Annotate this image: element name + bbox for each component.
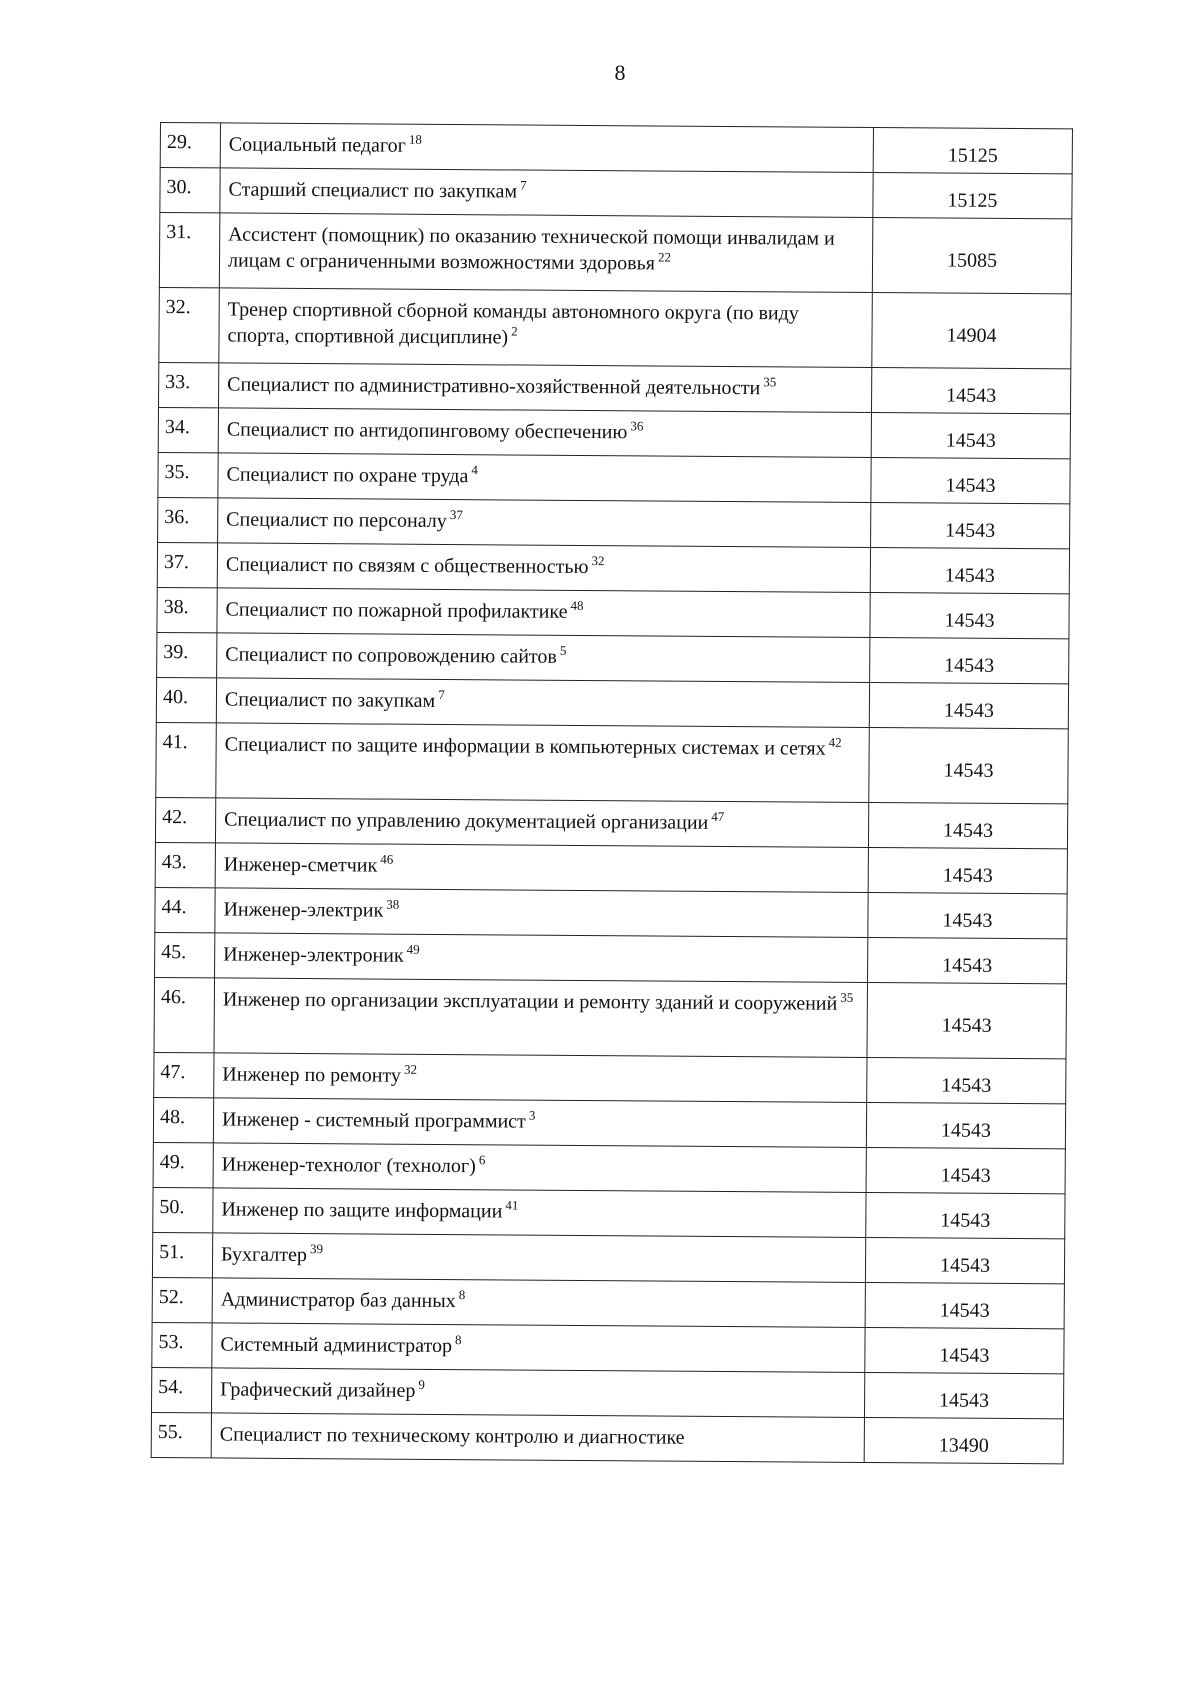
- table-row: [160, 168, 1072, 219]
- position-value: 14543: [865, 1282, 1064, 1328]
- row-number: 52.: [152, 1277, 212, 1322]
- row-number: 42.: [155, 797, 215, 842]
- footnote-ref: 37: [449, 507, 463, 523]
- footnote-ref: 32: [591, 553, 605, 569]
- footnote-ref: 7: [520, 177, 527, 193]
- position-value: 14543: [867, 1057, 1066, 1103]
- positions-table: [151, 122, 1073, 1464]
- footnote-ref: 48: [570, 598, 584, 614]
- row-number: 43.: [155, 842, 215, 887]
- position-title: Специалист по антидопинговому обеспечению $^{36}$: [218, 408, 871, 458]
- position-value: 14543: [871, 412, 1070, 458]
- position-value: 14543: [868, 847, 1067, 893]
- footnote-ref: 35: [840, 990, 854, 1006]
- position-title: Инженер-электрик $^{38}$: [215, 888, 868, 938]
- position-value: 14543: [868, 937, 1067, 983]
- table-row: [155, 887, 1067, 938]
- page-number: 8: [614, 60, 626, 85]
- position-title: Специалист по связям с общественностью $^{32}$: [217, 543, 870, 593]
- position-title: Бухгалтер $^{39}$: [212, 1233, 865, 1283]
- position-value: 14543: [871, 457, 1070, 503]
- footnote-ref: 5: [559, 643, 567, 659]
- footnote-ref: 8: [455, 1332, 462, 1348]
- table-row: [160, 123, 1072, 174]
- footnote-ref: 35: [763, 374, 777, 390]
- position-value: 14543: [868, 892, 1067, 938]
- table-row: [153, 1097, 1065, 1148]
- footnote-ref: 2: [511, 323, 518, 339]
- footnote-ref: 18: [408, 132, 422, 148]
- footnote-ref: 8: [458, 1287, 466, 1303]
- row-number: 45.: [155, 932, 215, 977]
- footnote-ref: 47: [711, 809, 725, 825]
- position-value: 14543: [870, 547, 1069, 593]
- row-number: 36.: [158, 497, 218, 542]
- footnote-ref: 9: [418, 1377, 425, 1393]
- position-value: 14543: [866, 1102, 1065, 1148]
- position-value: 14543: [866, 1147, 1065, 1193]
- row-number: 54.: [151, 1367, 211, 1412]
- row-number: 39.: [157, 632, 217, 677]
- position-title: Старший специалист по закупкам $^7$: [220, 168, 873, 218]
- table-row: [152, 1322, 1064, 1373]
- row-number: 31.: [159, 213, 220, 288]
- table-row: [154, 977, 1067, 1058]
- position-title: Специалист по управлению документацией организации $^{47}$: [215, 798, 868, 848]
- row-number: 33.: [159, 362, 219, 407]
- position-value: 15125: [873, 127, 1072, 173]
- table-row: [157, 542, 1069, 593]
- position-title: Инженер-сметчик $^{46}$: [215, 843, 868, 893]
- row-number: 48.: [153, 1097, 213, 1142]
- position-value: 14543: [870, 592, 1069, 638]
- position-title: Специалист по охране труда $^4$: [218, 453, 871, 503]
- position-value: 14543: [866, 1192, 1065, 1238]
- position-title: Системный администратор $^8$: [212, 1323, 865, 1373]
- row-number: 50.: [153, 1187, 213, 1232]
- position-title: Специалист по сопровождению сайтов $^5$: [217, 633, 870, 683]
- position-title: Графический дизайнер $^9$: [211, 1368, 864, 1418]
- position-title: Инженер-технолог (технолог) $^6$: [213, 1143, 866, 1193]
- table-row: [157, 587, 1069, 638]
- footnote-ref: 32: [403, 1062, 418, 1078]
- position-value: 14904: [872, 292, 1072, 368]
- position-value: 14543: [864, 1372, 1063, 1418]
- table-row: [156, 677, 1068, 728]
- row-number: 29.: [160, 123, 220, 168]
- footnote-ref: 38: [386, 896, 400, 913]
- table-row: [151, 1367, 1063, 1418]
- table-row: [158, 497, 1070, 548]
- footnote-ref: 22: [657, 249, 672, 265]
- position-value: 14543: [868, 802, 1067, 848]
- position-title: Специалист по закупкам $^7$: [216, 678, 869, 728]
- footnote-ref: 36: [630, 418, 644, 434]
- table-row: [156, 722, 1069, 803]
- footnote-ref: 46: [380, 851, 394, 867]
- position-title: Инженер по организации эксплуатации и ремонту зданий и сооружений $^{35}$: [214, 978, 868, 1058]
- table-row: [159, 287, 1072, 368]
- table-row: [159, 362, 1071, 413]
- position-title: Специалист по административно-хозяйственной деятельности $^{35}$: [219, 363, 872, 413]
- position-title: Специалист по защите информации в компьютерных системах и сетях $^{42}$: [216, 723, 870, 803]
- position-value: 14543: [871, 367, 1070, 413]
- position-title: Инженер по ремонту $^{32}$: [214, 1053, 867, 1103]
- table-row: [154, 1052, 1066, 1103]
- row-number: 37.: [157, 542, 217, 587]
- table-row: [159, 213, 1072, 294]
- table-row: [152, 1232, 1064, 1283]
- position-title: Ассистент (помощник) по оказанию технической помощи инвалидам и лицам с ограниченными возможностями здоровья $^{22}$: [219, 213, 873, 293]
- row-number: 32.: [159, 287, 220, 362]
- row-number: 40.: [156, 677, 216, 722]
- table-row: [158, 407, 1070, 458]
- position-title: Тренер спортивной сборной команды автономного округа (по виду спорта, спортивной дисциплине) $^2$: [219, 288, 873, 368]
- table-row: [157, 632, 1069, 683]
- table-row: [158, 452, 1070, 503]
- table-row: [153, 1142, 1065, 1193]
- row-number: 44.: [155, 887, 215, 932]
- row-number: 30.: [160, 168, 220, 213]
- position-title: Инженер-электроник $^{49}$: [215, 933, 868, 983]
- table-row: [155, 797, 1067, 848]
- position-value: 14543: [871, 502, 1070, 548]
- table-row: [155, 842, 1067, 893]
- footnote-ref: 49: [406, 942, 420, 958]
- footnote-ref: 3: [528, 1107, 536, 1123]
- position-value: 14543: [867, 982, 1067, 1058]
- position-value: 14543: [870, 637, 1069, 683]
- positions-table-container: [151, 122, 1072, 1464]
- position-title: Специалист по пожарной профилактике $^{48}$: [217, 588, 870, 638]
- position-title: Инженер - системный программист $^3$: [213, 1098, 866, 1148]
- position-title: Специалист по персоналу $^{37}$: [218, 498, 871, 548]
- positions-table-body: [151, 123, 1072, 1464]
- row-number: 41.: [156, 722, 217, 797]
- row-number: 46.: [154, 977, 215, 1052]
- table-row: [155, 932, 1067, 983]
- position-value: 14543: [869, 727, 1069, 803]
- row-number: 51.: [152, 1232, 212, 1277]
- row-number: 53.: [152, 1322, 212, 1367]
- position-value: 13490: [864, 1417, 1063, 1463]
- position-title: Специалист по техническому контролю и диагностике: [211, 1413, 864, 1463]
- footnote-ref: 39: [309, 1241, 324, 1257]
- table-row: [151, 1412, 1063, 1463]
- table-row: [153, 1187, 1065, 1238]
- position-value: 14543: [869, 682, 1068, 728]
- row-number: 34.: [158, 407, 218, 452]
- row-number: 47.: [154, 1052, 214, 1097]
- position-title: Инженер по защите информации $^{41}$: [213, 1188, 866, 1238]
- position-value: 14543: [865, 1327, 1064, 1373]
- position-title: Социальный педагог $^{18}$: [220, 123, 873, 173]
- position-value: 15085: [872, 217, 1072, 293]
- row-number: 55.: [151, 1412, 211, 1457]
- row-number: 38.: [157, 587, 217, 632]
- table-row: [152, 1277, 1064, 1328]
- row-number: 49.: [153, 1142, 213, 1187]
- footnote-ref: 7: [438, 687, 445, 703]
- position-value: 14543: [865, 1237, 1064, 1283]
- row-number: 35.: [158, 452, 218, 497]
- footnote-ref: 41: [505, 1197, 519, 1213]
- footnote-ref: 6: [478, 1152, 486, 1168]
- position-value: 15125: [873, 172, 1072, 218]
- footnote-ref: 42: [828, 735, 842, 751]
- footnote-ref: 4: [471, 462, 478, 478]
- position-title: Администратор баз данных $^8$: [212, 1278, 865, 1328]
